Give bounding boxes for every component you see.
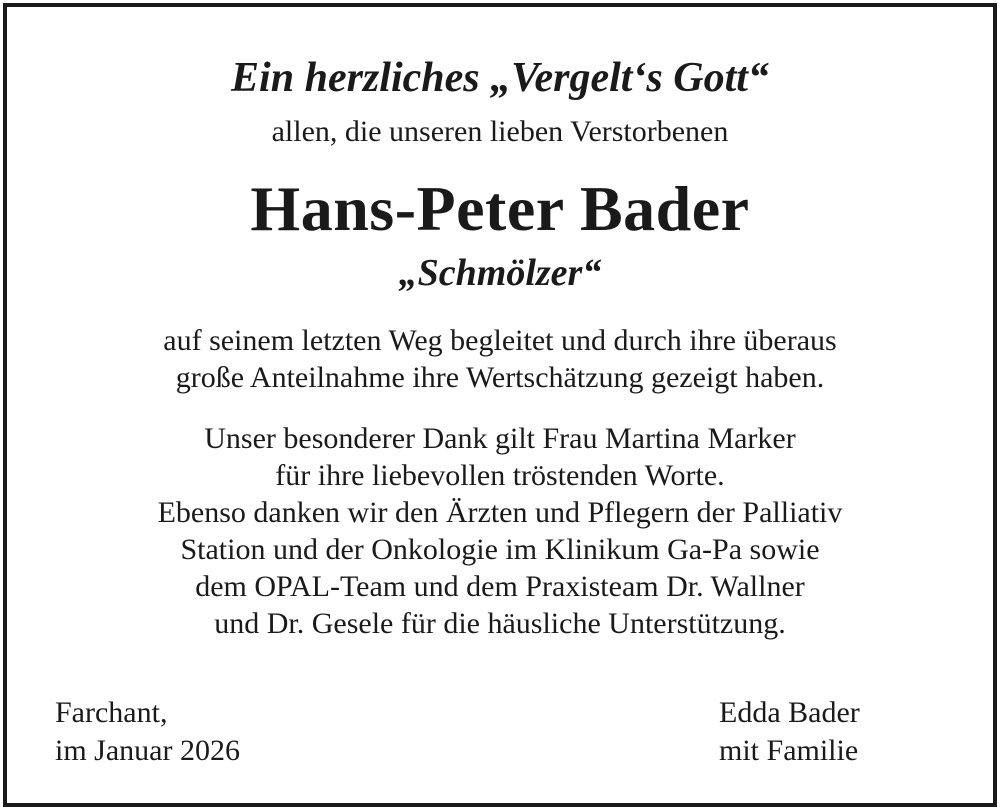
gratitude-paragraph [0,322,1000,396]
paragraph-line: und Dr. Gesele für die häusliche Unterstützung. [214,607,786,640]
signature [719,694,860,770]
signature-name: Edda Bader [719,696,860,729]
place-and-date [55,694,240,770]
paragraph-line: dem OPAL-Team und dem Praxisteam Dr. Wallner [195,570,805,603]
paragraph-line: Ebenso danken wir den Ärzten und Pflegern der Palliativ [157,496,843,529]
signature-family: mit Familie [719,734,859,767]
special-thanks-paragraph [0,420,1000,642]
notice-heading: Ein herzliches „Vergelt‘s Gott“ [231,55,769,101]
date-line: im Januar 2026 [55,734,240,767]
paragraph-line: für ihre liebevollen tröstenden Worte. [275,459,725,492]
paragraph-line: Station und der Onkologie im Klinikum Ga-Pa sowie [180,533,820,566]
paragraph-line: große Anteilnahme ihre Wertschätzung gezeigt haben. [175,361,825,394]
place-line: Farchant, [55,696,168,729]
deceased-nickname: „Schmölzer“ [398,252,602,294]
paragraph-line: Unser besonderer Dank gilt Frau Martina Marker [204,422,796,455]
intro-line: allen, die unseren lieben Verstorbenen [271,115,729,148]
paragraph-line: auf seinem letzten Weg begleitet und durch ihre überaus [163,324,837,357]
deceased-name: Hans-Peter Bader [250,173,750,244]
